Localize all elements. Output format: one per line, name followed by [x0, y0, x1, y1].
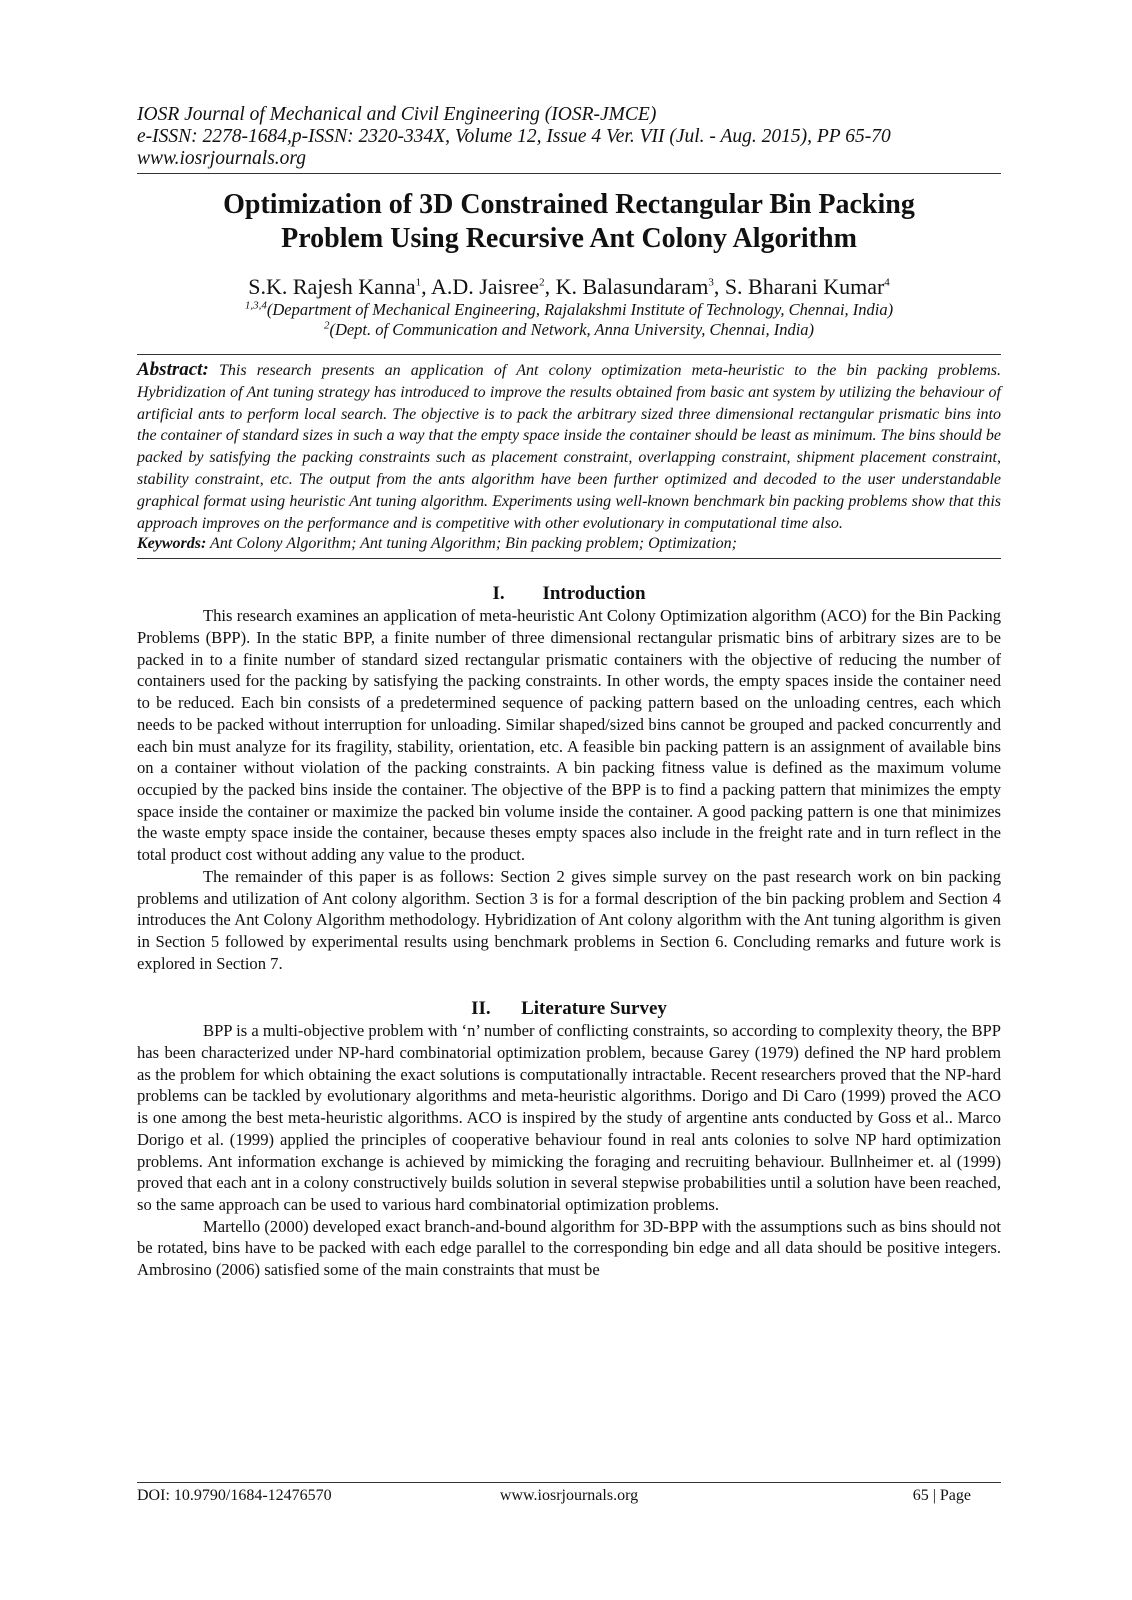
footer-website[interactable]: www.iosrjournals.org — [499, 1487, 639, 1504]
title-line-1: Optimization of 3D Constrained Rectangular Bin Packing — [223, 189, 915, 220]
author-sup: 1 — [415, 276, 422, 289]
paper-page — [137, 104, 1001, 1281]
author-name: A.D. Jaisree — [430, 274, 540, 299]
abstract-label: Abstract: — [137, 359, 209, 380]
section-number: I. — [492, 583, 505, 605]
affiliation-1 — [137, 300, 1001, 320]
author-sep: , — [421, 274, 431, 299]
keywords — [137, 534, 1001, 554]
journal-website[interactable]: www.iosrjournals.org — [137, 148, 307, 169]
author-sep: , — [713, 274, 725, 299]
author-list — [137, 274, 1001, 300]
keywords-text: Ant Colony Algorithm; Ant tuning Algorithm; Bin packing problem; Optimization; — [210, 535, 737, 553]
section-heading-literature-survey — [137, 998, 1001, 1020]
author-sup: 4 — [884, 276, 890, 289]
affiliation-sup: 2 — [323, 319, 330, 332]
footer-doi: DOI: 10.9790/1684-12476570 — [137, 1487, 332, 1504]
journal-name: IOSR Journal of Mechanical and Civil Engineering (IOSR-JMCE) — [137, 104, 657, 125]
body-paragraph: BPP is a multi-objective problem with ‘n’ number of conflicting constraints, so according to complexity theory, the BPP has been characterized under NP-hard combinatorial optimization problem, because Garey (1979) defined the NP hard problem as the problem for which obtaining the exact solutions is computationally intractable. Recent researchers proved that the NP-hard problems can be tackled by evolutionary algorithms and meta-heuristic algorithms. Dorigo and Di Caro (1999) proved the ACO is one among the best meta-heuristic algorithms. ACO is inspired by the study of argentine ants conducted by Goss et al.. Marco Dorigo et al. (1999) applied the principles of cooperative behaviour found in real ants colonies to solve NP hard optimization problems. Ant information exchange is achieved by mimicking the foraging and recruiting behaviour. Bullnheimer et. al (1999) proved that each ant in a colony constructively builds solution in several stepwise probabilities until a solution have been reached, so the same approach can be used to various hard combinatorial optimization problems. — [137, 1021, 1001, 1214]
page-footer — [137, 1482, 1001, 1504]
section-title: Introduction — [542, 583, 646, 605]
keywords-label: Keywords: — [137, 535, 207, 553]
affiliation-text: (Dept. of Communication and Network, Anna University, Chennai, India) — [329, 320, 815, 339]
journal-issn: e-ISSN: 2278-1684,p-ISSN: 2320-334X, Volume 12, Issue 4 Ver. VII (Jul. - Aug. 2015), PP 65-70 — [137, 126, 891, 147]
body-paragraph: The remainder of this paper is as follows: Section 2 gives simple survey on the past research work on bin packing problems and utilization of Ant colony algorithm. Section 3 is for a formal description of the bin packing problem and Section 4 introduces the Ant Colony Algorithm methodology. Hybridization of Ant colony algorithm with the Ant tuning algorithm is given in Section 5 followed by experimental results using benchmark problems in Section 6. Concluding remarks and future work is explored in Section 7. — [137, 866, 1001, 973]
footer-page-number: 65 | Page — [912, 1487, 971, 1504]
title-line-2: Problem Using Recursive Ant Colony Algorithm — [281, 223, 857, 254]
header-rule — [137, 173, 1001, 174]
journal-header — [137, 104, 1001, 170]
abstract-block — [137, 354, 1001, 559]
author-name: K. Balasundaram — [555, 274, 709, 299]
body-paragraph: Martello (2000) developed exact branch-and-bound algorithm for 3D-BPP with the assumptions such as bins should not be rotated, bins have to be packed with each edge parallel to the corresponding bin edge and all data should be positive integers. Ambrosino (2006) satisfied some of the main constraints that must be — [137, 1216, 1001, 1280]
abstract — [137, 359, 1001, 534]
abstract-text: This research presents an application of Ant colony optimization meta-heuristic to the bin packing problems. Hybridization of Ant tuning strategy has introduced to improve the results obtained from basic ant system by utilizing the behaviour of artificial ants to perform local search. The objective is to pack the arbitrary sized three dimensional rectangular prismatic bins into the container of standard sizes in such a way that the empty space inside the container should be least as minimum. The bins should be packed by satisfying the packing constraints such as placement constraint, overlapping constraint, shipment placement constraint, stability constraint, etc. The output from the ants algorithm have been further optimized and decoded to the user understandable graphical format using heuristic Ant tuning algorithm. Experiments using well-known benchmark bin packing problems show that this approach improves on the performance and is competitive with other evolutionary in computational time also. — [137, 362, 1002, 532]
author-sep: , — [544, 274, 556, 299]
affiliation-2 — [137, 320, 1001, 340]
section-number: II. — [471, 998, 491, 1020]
paper-title — [137, 188, 1001, 256]
author-name: S.K. Rajesh Kanna — [248, 274, 416, 299]
affiliation-sup: 1,3,4 — [244, 299, 267, 312]
author-sup: 3 — [708, 276, 714, 289]
body-paragraph: This research examines an application of meta-heuristic Ant Colony Optimization algorithm (ACO) for the Bin Packing Problems (BPP). In the static BPP, a finite number of three dimensional rectangular prismatic bins of arbitrary sizes are to be packed in to a finite number of standard sized rectangular prismatic containers with the objective of reducing the number of containers used for the packing by satisfying the packing constraints. In other words, the empty spaces inside the container need to be reduced. Each bin consists of a predetermined sequence of packing pattern based on the unloading centres, each which needs to be packed without interruption for unloading. Similar shaped/sized bins cannot be grouped and packed concurrently and each bin must analyze for its fragility, stability, orientation, etc. A feasible bin packing pattern is an assignment of available bins on a container without violation of the packing constraints. A bin packing fitness value is defined as the maximum volume occupied by the packed bins inside the container. The objective of the BPP is to find a packing pattern that minimizes the empty space inside the container or maximize the packed bin volume inside the container. A good packing pattern is one that minimizes the waste empty space inside the container, because theses empty spaces also include in the freight rate and in turn reflect in the total product cost without adding any value to the product. — [137, 606, 1001, 865]
author-name: S. Bharani Kumar — [724, 274, 885, 299]
section-heading-introduction — [137, 583, 1001, 605]
affiliation-text: (Department of Mechanical Engineering, Rajalakshmi Institute of Technology, Chennai, India) — [266, 300, 894, 319]
author-sup: 2 — [539, 276, 545, 289]
section-title: Literature Survey — [521, 998, 667, 1020]
